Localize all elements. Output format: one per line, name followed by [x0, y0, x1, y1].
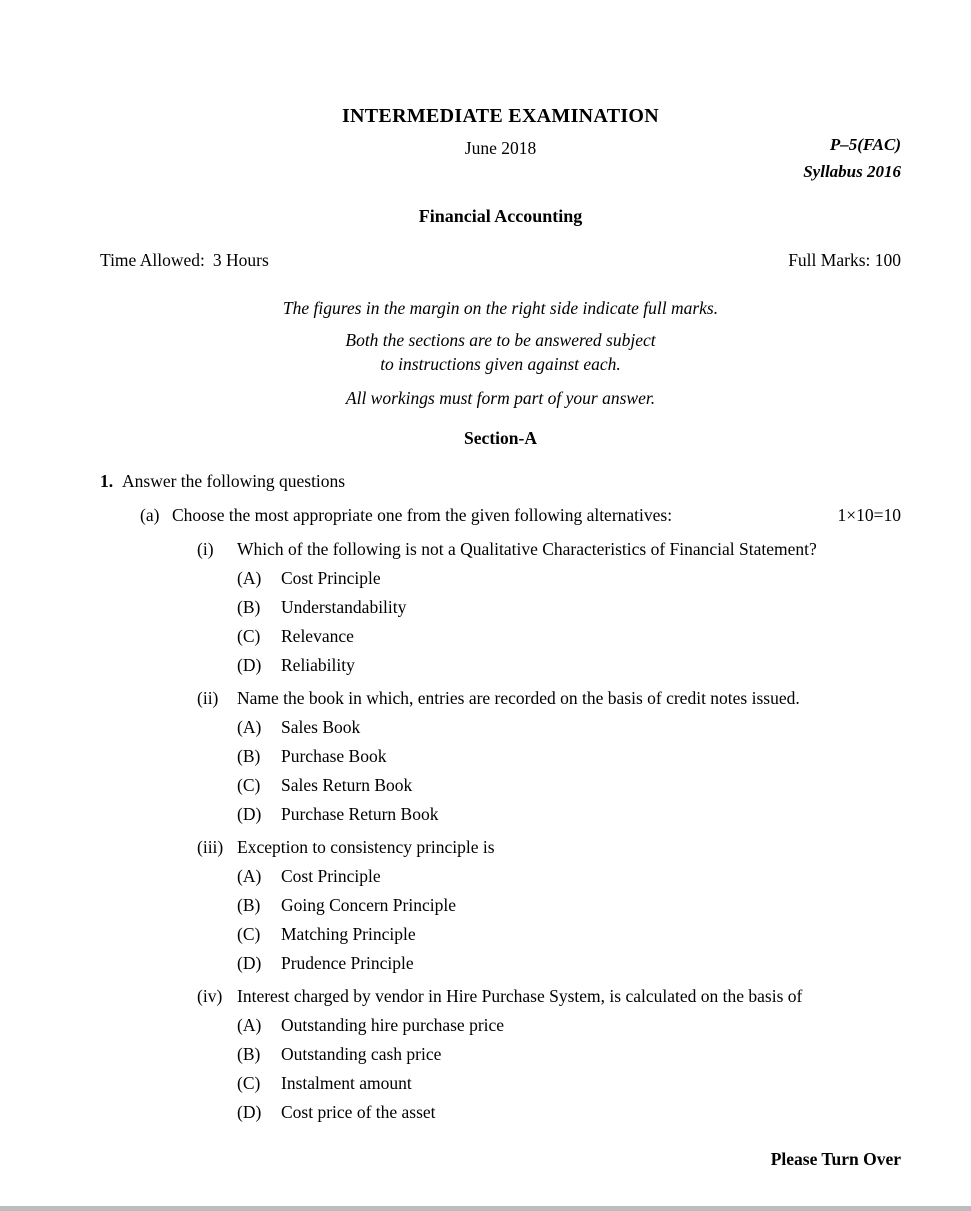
mcq-option [237, 564, 901, 593]
option-text: Purchase Return Book [281, 804, 439, 824]
section-a-title: Section-A [464, 428, 537, 448]
option-text: Understandability [281, 597, 407, 617]
option-letter: (A) [237, 717, 262, 737]
option-letter: (D) [237, 1102, 262, 1122]
mcq-item-text: Interest charged by vendor in Hire Purchase System, is calculated on the basis of [237, 986, 803, 1006]
option-text: Outstanding hire purchase price [281, 1015, 505, 1035]
option-text: Purchase Book [281, 746, 387, 766]
mcq-option [237, 651, 901, 680]
question-1a-label: (a) [140, 505, 160, 525]
mcq-item-label: (iv) [197, 986, 223, 1006]
mcq-items [197, 535, 901, 1127]
option-text: Reliability [281, 655, 355, 675]
option-letter: (C) [237, 775, 261, 795]
instruction-line-3: All workings must form part of your answer. [345, 388, 656, 408]
mcq-item-text: Exception to consistency principle is [237, 837, 495, 857]
mcq-item-label: (ii) [197, 688, 219, 708]
time-allowed-label: Time Allowed: [100, 250, 205, 270]
exam-date: June 2018 [464, 138, 537, 158]
instruction-line-2a: Both the sections are to be answered subject [345, 330, 656, 350]
mcq-option [237, 622, 901, 651]
mcq-item-label: (iii) [197, 837, 224, 857]
mcq-item-label: (i) [197, 539, 214, 559]
mcq-option [237, 742, 901, 771]
question-1 [100, 469, 901, 493]
mcq-item-ii [197, 684, 901, 829]
option-letter: (A) [237, 1015, 262, 1035]
mcq-option [237, 1069, 901, 1098]
subject-title: Financial Accounting [418, 206, 583, 226]
mcq-option [237, 891, 901, 920]
option-text: Instalment amount [281, 1073, 412, 1093]
option-text: Sales Return Book [281, 775, 413, 795]
option-letter: (C) [237, 1073, 261, 1093]
mcq-item-text: Name the book in which, entries are recorded on the basis of credit notes issued. [237, 688, 800, 708]
option-letter: (B) [237, 1044, 261, 1064]
mcq-question [197, 982, 901, 1011]
question-1a-text: Choose the most appropriate one from the given following alternatives: [172, 505, 673, 525]
option-text: Prudence Principle [281, 953, 414, 973]
paper-code-block [803, 131, 901, 185]
mcq-option [237, 1011, 901, 1040]
subhead-row [100, 135, 901, 181]
mcq-option [237, 1098, 901, 1127]
option-letter: (B) [237, 895, 261, 915]
mcq-option [237, 593, 901, 622]
option-letter: (B) [237, 597, 261, 617]
mcq-option [237, 800, 901, 829]
mcq-question [197, 535, 901, 564]
instruction-line-2b: to instructions given against each. [380, 354, 621, 374]
option-letter: (C) [237, 924, 261, 944]
option-text: Sales Book [281, 717, 361, 737]
mcq-option [237, 920, 901, 949]
question-1-number: 1. [100, 471, 114, 491]
option-text: Matching Principle [281, 924, 416, 944]
option-text: Cost price of the asset [281, 1102, 436, 1122]
please-turn-over: Please Turn Over [770, 1149, 901, 1169]
option-letter: (D) [237, 953, 262, 973]
time-allowed-value: 3 Hours [212, 250, 269, 270]
mcq-option [237, 713, 901, 742]
mcq-option [237, 862, 901, 891]
option-letter: (A) [237, 568, 262, 588]
option-text: Outstanding cash price [281, 1044, 442, 1064]
instruction-line-1: The figures in the margin on the right side indicate full marks. [282, 298, 719, 318]
mcq-question [197, 833, 901, 862]
option-letter: (C) [237, 626, 261, 646]
exam-title: INTERMEDIATE EXAMINATION [341, 105, 660, 127]
paper-code: P–5(FAC) [829, 135, 901, 154]
scan-edge-artifact [0, 1206, 971, 1211]
mcq-item-iv [197, 982, 901, 1127]
mcq-option [237, 949, 901, 978]
time-allowed [100, 248, 269, 272]
option-text: Cost Principle [281, 866, 381, 886]
option-text: Relevance [281, 626, 354, 646]
instruction-line-2 [100, 328, 901, 376]
option-letter: (D) [237, 804, 262, 824]
question-1a-marks: 1×10=10 [837, 505, 901, 525]
full-marks: Full Marks: 100 [788, 250, 901, 270]
mcq-option [237, 1040, 901, 1069]
option-text: Going Concern Principle [281, 895, 456, 915]
question-1a [140, 503, 901, 527]
mcq-item-text: Which of the following is not a Qualitative Characteristics of Financial Statement? [237, 539, 817, 559]
option-letter: (B) [237, 746, 261, 766]
mcq-question [197, 684, 901, 713]
option-letter: (D) [237, 655, 262, 675]
mcq-option [237, 771, 901, 800]
mcq-item-iii [197, 833, 901, 978]
option-letter: (A) [237, 866, 262, 886]
mcq-item-i [197, 535, 901, 680]
option-text: Cost Principle [281, 568, 381, 588]
question-1-text: Answer the following questions [122, 471, 346, 491]
meta-row [100, 248, 901, 272]
syllabus-label: Syllabus 2016 [803, 162, 901, 181]
